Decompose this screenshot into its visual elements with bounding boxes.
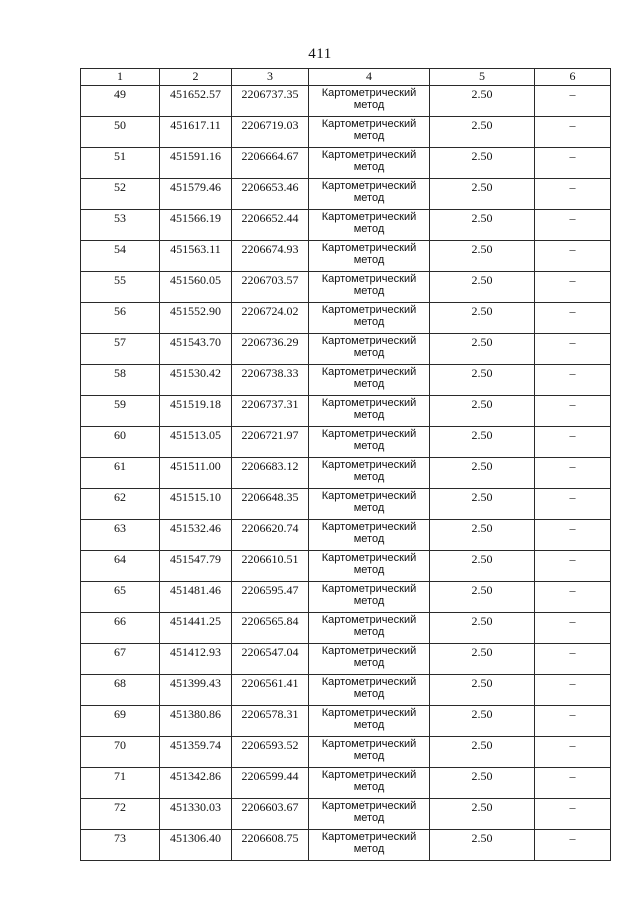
method-line-1: Картометрический xyxy=(321,149,417,161)
accuracy-cell: 2.50 xyxy=(430,427,535,458)
point-number-cell: 53 xyxy=(81,210,160,241)
point-number-cell: 64 xyxy=(81,551,160,582)
x-coordinate-cell: 451342.86 xyxy=(160,768,232,799)
method-line-1: Картометрический xyxy=(321,490,417,502)
table-row xyxy=(81,768,611,799)
x-coordinate-cell: 451441.25 xyxy=(160,613,232,644)
note-cell: – xyxy=(535,148,611,179)
accuracy-cell: 2.50 xyxy=(430,644,535,675)
accuracy-cell: 2.50 xyxy=(430,520,535,551)
accuracy-cell: 2.50 xyxy=(430,830,535,861)
y-coordinate-cell: 2206561.41 xyxy=(232,675,309,706)
note-cell: – xyxy=(535,365,611,396)
point-number-cell: 55 xyxy=(81,272,160,303)
table-row xyxy=(81,334,611,365)
method-line-1: Картометрический xyxy=(321,366,417,378)
point-number-cell: 73 xyxy=(81,830,160,861)
note-cell: – xyxy=(535,117,611,148)
method-cell xyxy=(309,737,430,768)
method-line-2: метод xyxy=(353,502,385,514)
note-cell: – xyxy=(535,396,611,427)
method-line-2: метод xyxy=(353,688,385,700)
y-coordinate-cell: 2206547.04 xyxy=(232,644,309,675)
accuracy-cell: 2.50 xyxy=(430,241,535,272)
point-number-cell: 70 xyxy=(81,737,160,768)
method-line-1: Картометрический xyxy=(321,738,417,750)
table-row xyxy=(81,489,611,520)
x-coordinate-cell: 451566.19 xyxy=(160,210,232,241)
method-cell xyxy=(309,706,430,737)
x-coordinate-cell: 451513.05 xyxy=(160,427,232,458)
x-coordinate-cell: 451579.46 xyxy=(160,179,232,210)
x-coordinate-cell: 451511.00 xyxy=(160,458,232,489)
method-cell xyxy=(309,148,430,179)
point-number-cell: 49 xyxy=(81,86,160,117)
point-number-cell: 60 xyxy=(81,427,160,458)
y-coordinate-cell: 2206652.44 xyxy=(232,210,309,241)
column-header-1: 1 xyxy=(81,69,160,86)
table-row xyxy=(81,551,611,582)
point-number-cell: 71 xyxy=(81,768,160,799)
note-cell: – xyxy=(535,613,611,644)
method-cell xyxy=(309,520,430,551)
note-cell: – xyxy=(535,458,611,489)
method-line-2: метод xyxy=(353,285,385,297)
method-line-1: Картометрический xyxy=(321,211,417,223)
method-cell xyxy=(309,644,430,675)
method-line-2: метод xyxy=(353,440,385,452)
method-line-1: Картометрический xyxy=(321,335,417,347)
method-line-1: Картометрический xyxy=(321,831,417,843)
method-line-1: Картометрический xyxy=(321,87,417,99)
method-cell xyxy=(309,365,430,396)
method-line-2: метод xyxy=(353,471,385,483)
accuracy-cell: 2.50 xyxy=(430,675,535,706)
point-number-cell: 65 xyxy=(81,582,160,613)
x-coordinate-cell: 451543.70 xyxy=(160,334,232,365)
accuracy-cell: 2.50 xyxy=(430,117,535,148)
table-row xyxy=(81,427,611,458)
accuracy-cell: 2.50 xyxy=(430,551,535,582)
point-number-cell: 57 xyxy=(81,334,160,365)
header-row xyxy=(81,69,611,86)
accuracy-cell: 2.50 xyxy=(430,334,535,365)
y-coordinate-cell: 2206737.35 xyxy=(232,86,309,117)
point-number-cell: 56 xyxy=(81,303,160,334)
method-line-1: Картометрический xyxy=(321,397,417,409)
table-row xyxy=(81,737,611,768)
method-line-2: метод xyxy=(353,595,385,607)
table-row xyxy=(81,706,611,737)
note-cell: – xyxy=(535,179,611,210)
note-cell: – xyxy=(535,303,611,334)
method-cell xyxy=(309,334,430,365)
method-cell xyxy=(309,551,430,582)
table-row xyxy=(81,675,611,706)
x-coordinate-cell: 451617.11 xyxy=(160,117,232,148)
note-cell: – xyxy=(535,737,611,768)
accuracy-cell: 2.50 xyxy=(430,613,535,644)
y-coordinate-cell: 2206737.31 xyxy=(232,396,309,427)
method-line-1: Картометрический xyxy=(321,428,417,440)
accuracy-cell: 2.50 xyxy=(430,396,535,427)
method-line-1: Картометрический xyxy=(321,273,417,285)
column-header-6: 6 xyxy=(535,69,611,86)
point-number-cell: 63 xyxy=(81,520,160,551)
note-cell: – xyxy=(535,241,611,272)
point-number-cell: 58 xyxy=(81,365,160,396)
point-number-cell: 72 xyxy=(81,799,160,830)
table-row xyxy=(81,303,611,334)
table-row xyxy=(81,520,611,551)
method-cell xyxy=(309,799,430,830)
note-cell: – xyxy=(535,86,611,117)
x-coordinate-cell: 451380.86 xyxy=(160,706,232,737)
x-coordinate-cell: 451330.03 xyxy=(160,799,232,830)
accuracy-cell: 2.50 xyxy=(430,737,535,768)
x-coordinate-cell: 451652.57 xyxy=(160,86,232,117)
note-cell: – xyxy=(535,520,611,551)
method-line-2: метод xyxy=(353,254,385,266)
method-line-2: метод xyxy=(353,533,385,545)
method-cell xyxy=(309,396,430,427)
coordinates-table xyxy=(80,68,611,861)
method-cell xyxy=(309,830,430,861)
x-coordinate-cell: 451547.79 xyxy=(160,551,232,582)
accuracy-cell: 2.50 xyxy=(430,86,535,117)
y-coordinate-cell: 2206724.02 xyxy=(232,303,309,334)
x-coordinate-cell: 451481.46 xyxy=(160,582,232,613)
note-cell: – xyxy=(535,706,611,737)
accuracy-cell: 2.50 xyxy=(430,179,535,210)
method-line-1: Картометрический xyxy=(321,800,417,812)
method-cell xyxy=(309,613,430,644)
table-row xyxy=(81,458,611,489)
table-row xyxy=(81,582,611,613)
method-cell xyxy=(309,272,430,303)
point-number-cell: 59 xyxy=(81,396,160,427)
note-cell: – xyxy=(535,210,611,241)
y-coordinate-cell: 2206603.67 xyxy=(232,799,309,830)
method-line-2: метод xyxy=(353,316,385,328)
method-cell xyxy=(309,303,430,334)
method-line-2: метод xyxy=(353,812,385,824)
method-line-2: метод xyxy=(353,750,385,762)
column-header-4: 4 xyxy=(309,69,430,86)
method-line-2: метод xyxy=(353,223,385,235)
page-number: 411 xyxy=(308,46,332,62)
table-row xyxy=(81,179,611,210)
method-line-2: метод xyxy=(353,378,385,390)
method-line-1: Картометрический xyxy=(321,304,417,316)
accuracy-cell: 2.50 xyxy=(430,458,535,489)
x-coordinate-cell: 451560.05 xyxy=(160,272,232,303)
y-coordinate-cell: 2206610.51 xyxy=(232,551,309,582)
table-row xyxy=(81,799,611,830)
point-number-cell: 54 xyxy=(81,241,160,272)
method-cell xyxy=(309,427,430,458)
x-coordinate-cell: 451552.90 xyxy=(160,303,232,334)
x-coordinate-cell: 451530.42 xyxy=(160,365,232,396)
table-row xyxy=(81,241,611,272)
method-line-2: метод xyxy=(353,781,385,793)
method-line-1: Картометрический xyxy=(321,118,417,130)
note-cell: – xyxy=(535,644,611,675)
point-number-cell: 68 xyxy=(81,675,160,706)
note-cell: – xyxy=(535,334,611,365)
table-row xyxy=(81,86,611,117)
point-number-cell: 52 xyxy=(81,179,160,210)
method-cell xyxy=(309,582,430,613)
column-header-3: 3 xyxy=(232,69,309,86)
accuracy-cell: 2.50 xyxy=(430,148,535,179)
point-number-cell: 69 xyxy=(81,706,160,737)
method-line-1: Картометрический xyxy=(321,459,417,471)
table-row xyxy=(81,272,611,303)
method-line-1: Картометрический xyxy=(321,769,417,781)
y-coordinate-cell: 2206595.47 xyxy=(232,582,309,613)
accuracy-cell: 2.50 xyxy=(430,489,535,520)
x-coordinate-cell: 451359.74 xyxy=(160,737,232,768)
y-coordinate-cell: 2206565.84 xyxy=(232,613,309,644)
point-number-cell: 51 xyxy=(81,148,160,179)
accuracy-cell: 2.50 xyxy=(430,210,535,241)
note-cell: – xyxy=(535,799,611,830)
method-line-2: метод xyxy=(353,161,385,173)
point-number-cell: 61 xyxy=(81,458,160,489)
accuracy-cell: 2.50 xyxy=(430,768,535,799)
y-coordinate-cell: 2206608.75 xyxy=(232,830,309,861)
method-cell xyxy=(309,489,430,520)
table-row xyxy=(81,830,611,861)
method-line-1: Картометрический xyxy=(321,180,417,192)
table-row xyxy=(81,644,611,675)
accuracy-cell: 2.50 xyxy=(430,365,535,396)
method-line-2: метод xyxy=(353,347,385,359)
y-coordinate-cell: 2206719.03 xyxy=(232,117,309,148)
point-number-cell: 62 xyxy=(81,489,160,520)
method-cell xyxy=(309,86,430,117)
x-coordinate-cell: 451519.18 xyxy=(160,396,232,427)
method-cell xyxy=(309,675,430,706)
x-coordinate-cell: 451532.46 xyxy=(160,520,232,551)
note-cell: – xyxy=(535,675,611,706)
note-cell: – xyxy=(535,551,611,582)
method-cell xyxy=(309,210,430,241)
note-cell: – xyxy=(535,489,611,520)
note-cell: – xyxy=(535,272,611,303)
x-coordinate-cell: 451412.93 xyxy=(160,644,232,675)
method-line-2: метод xyxy=(353,409,385,421)
method-line-1: Картометрический xyxy=(321,614,417,626)
accuracy-cell: 2.50 xyxy=(430,582,535,613)
method-line-1: Картометрический xyxy=(321,583,417,595)
y-coordinate-cell: 2206664.67 xyxy=(232,148,309,179)
table-row xyxy=(81,148,611,179)
table-row xyxy=(81,117,611,148)
y-coordinate-cell: 2206683.12 xyxy=(232,458,309,489)
method-line-2: метод xyxy=(353,657,385,669)
column-header-2: 2 xyxy=(160,69,232,86)
table-body xyxy=(81,86,611,861)
column-header-5: 5 xyxy=(430,69,535,86)
method-line-1: Картометрический xyxy=(321,552,417,564)
point-number-cell: 67 xyxy=(81,644,160,675)
method-line-2: метод xyxy=(353,626,385,638)
method-cell xyxy=(309,179,430,210)
method-line-2: метод xyxy=(353,843,385,855)
method-line-1: Картометрический xyxy=(321,676,417,688)
accuracy-cell: 2.50 xyxy=(430,272,535,303)
note-cell: – xyxy=(535,582,611,613)
method-line-2: метод xyxy=(353,719,385,731)
method-line-2: метод xyxy=(353,564,385,576)
x-coordinate-cell: 451306.40 xyxy=(160,830,232,861)
method-line-2: метод xyxy=(353,99,385,111)
method-cell xyxy=(309,117,430,148)
y-coordinate-cell: 2206620.74 xyxy=(232,520,309,551)
y-coordinate-cell: 2206648.35 xyxy=(232,489,309,520)
x-coordinate-cell: 451515.10 xyxy=(160,489,232,520)
method-line-1: Картометрический xyxy=(321,707,417,719)
y-coordinate-cell: 2206593.52 xyxy=(232,737,309,768)
y-coordinate-cell: 2206721.97 xyxy=(232,427,309,458)
y-coordinate-cell: 2206736.29 xyxy=(232,334,309,365)
x-coordinate-cell: 451591.16 xyxy=(160,148,232,179)
note-cell: – xyxy=(535,830,611,861)
y-coordinate-cell: 2206674.93 xyxy=(232,241,309,272)
note-cell: – xyxy=(535,768,611,799)
note-cell: – xyxy=(535,427,611,458)
table-row xyxy=(81,365,611,396)
y-coordinate-cell: 2206738.33 xyxy=(232,365,309,396)
x-coordinate-cell: 451399.43 xyxy=(160,675,232,706)
y-coordinate-cell: 2206599.44 xyxy=(232,768,309,799)
accuracy-cell: 2.50 xyxy=(430,799,535,830)
accuracy-cell: 2.50 xyxy=(430,303,535,334)
y-coordinate-cell: 2206703.57 xyxy=(232,272,309,303)
method-line-1: Картометрический xyxy=(321,242,417,254)
method-line-1: Картометрический xyxy=(321,645,417,657)
point-number-cell: 50 xyxy=(81,117,160,148)
table-row xyxy=(81,396,611,427)
method-line-2: метод xyxy=(353,192,385,204)
y-coordinate-cell: 2206578.31 xyxy=(232,706,309,737)
method-cell xyxy=(309,241,430,272)
method-line-1: Картометрический xyxy=(321,521,417,533)
y-coordinate-cell: 2206653.46 xyxy=(232,179,309,210)
x-coordinate-cell: 451563.11 xyxy=(160,241,232,272)
method-line-2: метод xyxy=(353,130,385,142)
table-row xyxy=(81,613,611,644)
method-cell xyxy=(309,458,430,489)
point-number-cell: 66 xyxy=(81,613,160,644)
accuracy-cell: 2.50 xyxy=(430,706,535,737)
method-cell xyxy=(309,768,430,799)
table-row xyxy=(81,210,611,241)
